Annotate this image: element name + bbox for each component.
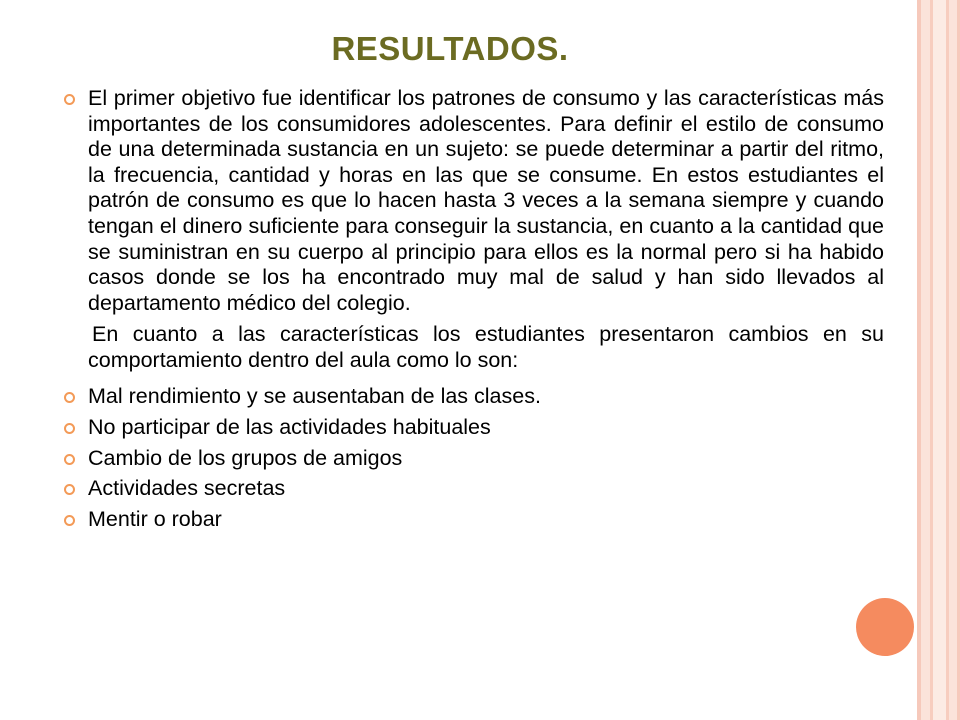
list-item-text: No participar de las actividades habituales (88, 414, 491, 439)
bullet-circle-icon (64, 484, 75, 495)
bullet-paragraph-1 (64, 86, 884, 316)
list-item (64, 446, 884, 472)
bullet-circle-icon (64, 423, 75, 434)
list-item (64, 415, 884, 441)
slide-content (64, 86, 884, 538)
paragraph-2: En cuanto a las características los estudiantes presentaron cambios en su comportamiento dentro del aula como lo son: (88, 322, 884, 372)
bullet-circle-icon (64, 94, 75, 105)
slide-title: RESULTADOS. (331, 30, 569, 67)
list-item-text: Cambio de los grupos de amigos (88, 445, 403, 470)
bullet-circle-icon (64, 392, 75, 403)
bullet-circle-icon (64, 454, 75, 465)
list-item (64, 476, 884, 502)
list-item-text: Actividades secretas (88, 476, 286, 501)
list-item (64, 507, 884, 533)
list-item-text: Mal rendimiento y se ausentaban de las clases. (88, 383, 541, 408)
bullet-circle-icon (64, 515, 75, 526)
decorative-stripes (917, 0, 960, 720)
decorative-circle (856, 598, 914, 656)
paragraph-text: El primer objetivo fue identificar los patrones de consumo y las características más importantes de los consumidores adolescentes. Para definir el estilo de consumo de una determinada sustancia en un sujeto: se puede determinar a partir del ritmo, la frecuencia, cantidad y horas en las que se consume. En estos estudiantes el patrón de consumo es que lo hacen hasta 3 veces a la semana siempre y cuando tengan el dinero suficiente para conseguir la sustancia, en cuanto a la cantidad que se suministran en su cuerpo al principio para ellos es la normal pero si ha habido casos donde se los ha encontrado muy mal de salud y han sido llevados al departamento médico del colegio. (88, 86, 884, 315)
list-item-text: Mentir o robar (88, 507, 222, 532)
list-item (64, 384, 884, 410)
